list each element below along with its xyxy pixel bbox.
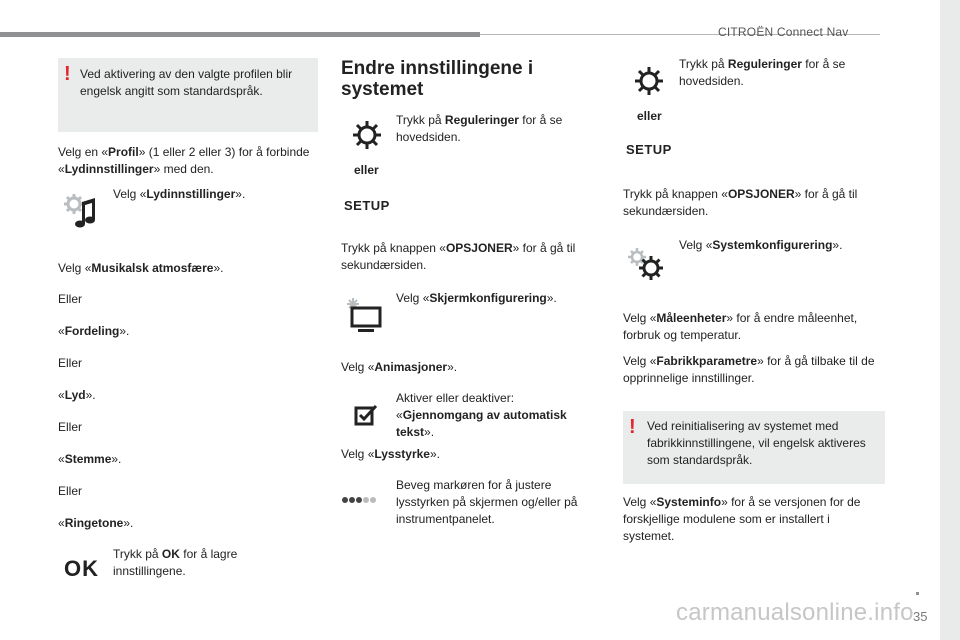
eller-text: Eller [58,356,83,370]
warning-box-profile [58,58,318,132]
options-step-right: Trykk på knappen «OPSJONER» for å gå til sekundærsiden. [623,187,858,218]
auto-text-step: Aktiver eller deaktiver: «Gjennomgang av automatisk tekst». [396,391,567,439]
brightness-step: Velg «Lysstyrke». [341,447,440,461]
system-config-step: Velg «Systemkonfigurering». [679,238,843,252]
warning-text: Ved aktivering av den valgte profilen blir engelsk angitt som standardspråk. [80,67,293,98]
settings-step: Trykk på Reguleringer for å se hovedsiden. [396,113,563,144]
music-atmosphere-step: Velg «Musikalsk atmosfære». [58,261,224,275]
factory-reset-step: Velg «Fabrikkparametre» for å gå tilbake til de opprinnelige innstillinger. [623,354,875,385]
gear-icon [350,118,384,152]
options-step: Trykk på knappen «OPSJONER» for å gå til sekundærsiden. [341,241,576,272]
setup-button-label: SETUP [344,198,390,213]
animations-step: Velg «Animasjoner». [341,360,458,374]
fordeling-step: «Fordeling». [58,324,130,338]
ok-button-label: OK [64,556,99,581]
warning-text: Ved reinitialisering av systemet med fabrikkinnstillingene, vil engelsk aktiveres som standardspråk. [647,419,866,467]
lyd-step: «Lyd». [58,388,96,402]
profile-intro: Velg en «Profil» (1 eller 2 eller 3) for å forbinde «Lydinnstillinger» med den. [58,145,310,176]
setup-button-label: SETUP [626,142,672,157]
system-gears-icon [626,246,668,284]
page-edge-strip [940,0,960,640]
settings-step-right: Trykk på Reguleringer for å se hovedsiden. [679,57,846,88]
watermark: carmanualsonline.info [676,599,914,626]
page-marker [916,592,919,595]
top-bar [0,32,480,37]
screen-config-step: Velg «Skjermkonfigurering». [396,291,557,305]
sound-settings-step: Velg «Lydinnstillinger». [113,187,246,201]
checkbox-icon [354,404,378,426]
eller-text: Eller [58,420,83,434]
eller-text: Eller [58,292,83,306]
gear-icon [632,64,666,98]
page-number: 35 [913,609,928,624]
ringetone-step: «Ringetone». [58,516,134,530]
eller-label: eller [637,109,662,123]
eller-label: eller [354,163,379,177]
eller-text: Eller [58,484,83,498]
stemme-step: «Stemme». [58,452,122,466]
gear-music-icon [62,192,102,230]
section-title: Endre innstillingene i systemet [341,58,534,100]
slider-dots-icon [341,496,377,504]
system-info-step: Velg «Systeminfo» for å se versjonen for de forskjellige modulene som er installert i systemet. [623,495,861,543]
screen-settings-icon [344,296,384,334]
units-step: Velg «Måleenheter» for å endre måleenhet, forbruk og temperatur. [623,311,858,342]
warning-icon: ! [629,416,636,438]
warning-box-reset [623,411,885,484]
page-header: CITROËN Connect Nav [718,25,849,39]
slider-step: Beveg markøren for å justere lysstyrken på skjermen og/eller på instrumentpanelet. [396,478,578,526]
warning-icon: ! [64,63,71,85]
ok-save-step: Trykk på OK for å lagre innstillingene. [113,547,238,578]
